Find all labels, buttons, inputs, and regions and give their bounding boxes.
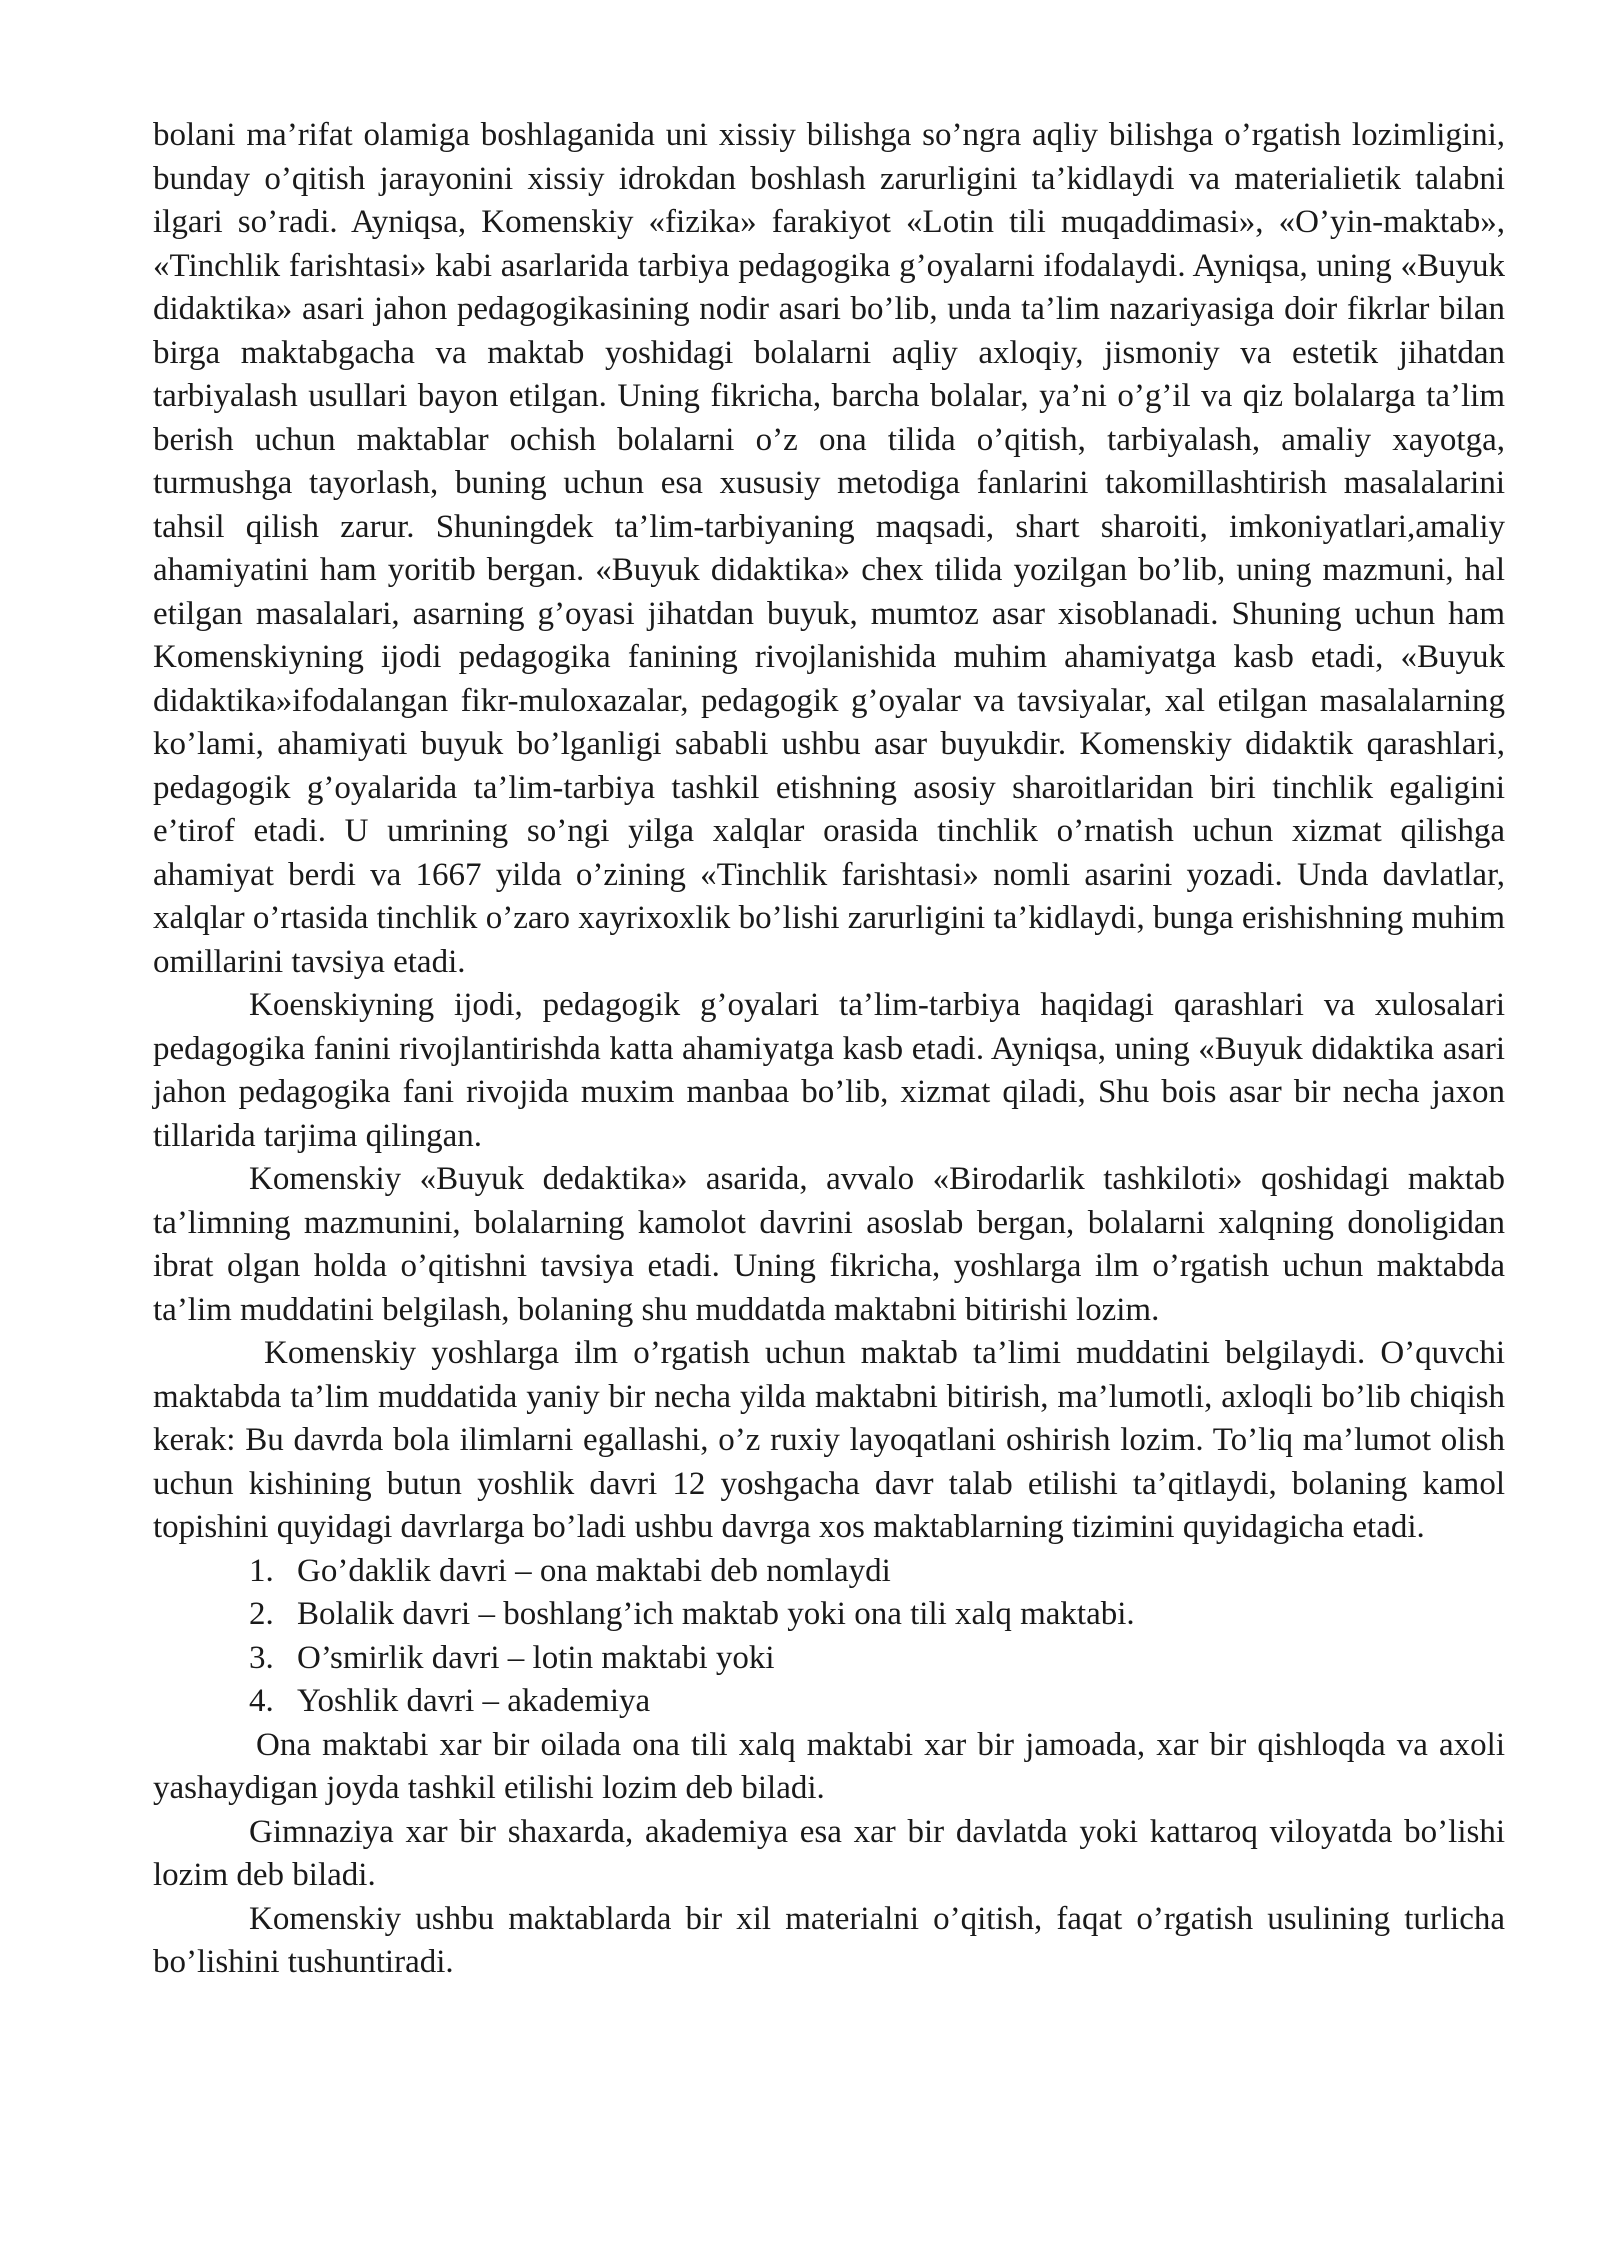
list-item bbox=[153, 1637, 1505, 1681]
list-text: Go’daklik davri – ona maktabi deb nomlaydi bbox=[297, 1552, 891, 1589]
paragraph-1: bolani ma’rifat olamiga boshlaganida uni xissiy bilishga so’ngra aqliy bilishga o’rgatish lozimligini, bunday o’qitish jarayonini xissiy idrokdan boshlash zarurligini ta’kidlaydi va materialietik talabni ilgari so’radi. Ayniqsa, Komenskiy «fizika» farakiyot «Lotin tili muqaddimasi», «O’yin-maktab», «Tinchlik farishtasi» kabi asarlarida tarbiya pedagogika g’oyalarni ifodalaydi. Ayniqsa, uning «Buyuk didaktika» asari jahon pedagogikasining nodir asari bo’lib, unda ta’lim nazariyasiga doir fikrlar bilan birga maktabgacha va maktab yoshidagi bolalarni aqliy axloqiy, jismoniy va estetik jihatdan tarbiyalash usullari bayon etilgan. Uning fikricha, barcha bolalar, ya’ni o’g’il va qiz bolalarga ta’lim berish uchun maktablar ochish bolalarni o’z ona tilida o’qitish, tarbiyalash, amaliy xayotga, turmushga tayorlash, buning uchun esa xususiy metodiga fanlarini takomillashtirish masalalarini tahsil qilish zarur. Shuningdek ta’lim-tarbiyaning maqsadi, shart sharoiti, imkoniyatlari,amaliy ahamiyatini ham yoritib bergan. «Buyuk didaktika» chex tilida yozilgan bo’lib, uning mazmuni, hal etilgan masalalari, asarning g’oyasi jihatdan buyuk, mumtoz asar xisoblanadi. Shuning uchun ham Komenskiyning ijodi pedagogika fanining rivojlanishida muhim ahamiyatga kasb etadi, «Buyuk didaktika»ifodalangan fikr-muloxazalar, pedagogik g’oyalar va tavsiyalar, xal etilgan masalalarning ko’lami, ahamiyati buyuk bo’lganligi sababli ushbu asar buyukdir. Komenskiy didaktik qarashlari, pedagogik g’oyalarida ta’lim-tarbiya tashkil etishning asosiy sharoitlaridan biri tinchlik egaligini e’tirof etadi. U umrining so’ngi yilga xalqlar orasida tinchlik o’rnatish uchun xizmat qilishga ahamiyat berdi va 1667 yilda o’zining «Tinchlik farishtasi» nomli asarini yozadi. Unda davlatlar, xalqlar o’rtasida tinchlik o’zaro xayrixoxlik bo’lishi zarurligini ta’kidlaydi, bunga erishishning muhim omillarini tavsiya etadi. bbox=[153, 117, 1505, 980]
list-number: 1. bbox=[249, 1552, 274, 1589]
paragraph-7: Komenskiy ushbu maktablarda bir xil materialni o’qitish, faqat o’rgatish usulining turlicha bo’lishini tushuntiradi. bbox=[153, 1900, 1505, 1980]
list-number: 2. bbox=[249, 1596, 274, 1632]
list-item bbox=[153, 1550, 1505, 1594]
list-text: Yoshlik davri – akademiya bbox=[297, 1683, 651, 1719]
list-text: O’smirlik davri – lotin maktabi yoki bbox=[297, 1639, 775, 1676]
list-text: Bolalik davri – boshlang’ich maktab yoki ona tili xalq maktabi. bbox=[297, 1596, 1135, 1632]
document-page bbox=[153, 114, 1505, 1985]
list-number: 3. bbox=[249, 1639, 274, 1676]
list-item bbox=[153, 1680, 1505, 1724]
paragraph-4: Komenskiy yoshlarga ilm o’rgatish uchun maktab ta’limi muddatini belgilaydi. O’quvchi maktabda ta’lim muddatida yaniy bir necha yilda maktabni bitirish, ma’lumotli, axloqli bo’lib chiqish kerak: Bu davrda bola ilimlarni egallashi, o’z ruxiy layoqatlani oshirish lozim. To’liq ma’lumot olish uchun kishining butun yoshlik davri 12 yoshgacha davr talab etilishi ta’qitlaydi, bolaning kamol topishini quyidagi davrlarga bo’ladi ushbu davrga xos maktablarning tizimini quyidagicha etadi. bbox=[153, 1335, 1505, 1545]
school-periods-list bbox=[153, 1550, 1505, 1724]
paragraph-5: Ona maktabi xar bir oilada ona tili xalq maktabi xar bir jamoada, xar bir qishloqda va axoli yashaydigan joyda tashkil etilishi lozim deb biladi. bbox=[153, 1726, 1505, 1806]
paragraph-2: Koenskiyning ijodi, pedagogik g’oyalari ta’lim-tarbiya haqidagi qarashlari va xulosalari pedagogika fanini rivojlantirishda katta ahamiyatga kasb etadi. Ayniqsa, uning «Buyuk didaktika asari jahon pedagogika fani rivojida muxim manbaa bo’lib, xizmat qiladi, Shu bois asar bir necha jaxon tillarida tarjima qilingan. bbox=[153, 987, 1505, 1154]
list-number: 4. bbox=[249, 1683, 274, 1719]
list-item bbox=[153, 1593, 1505, 1637]
paragraph-3: Komenskiy «Buyuk dedaktika» asarida, avvalo «Birodarlik tashkiloti» qoshidagi maktab ta’limning mazmunini, bolalarning kamolot davrini asoslab bergan, bolalarni xalqning donoligidan ibrat olgan holda o’qitishni tavsiya etadi. Uning fikricha, yoshlarga ilm o’rgatish uchun maktabda ta’lim muddatini belgilash, bolaning shu muddatda maktabni bitirishi lozim. bbox=[153, 1161, 1505, 1328]
paragraph-6: Gimnaziya xar bir shaxarda, akademiya esa xar bir davlatda yoki kattaroq viloyatda bo’lishi lozim deb biladi. bbox=[153, 1813, 1505, 1893]
